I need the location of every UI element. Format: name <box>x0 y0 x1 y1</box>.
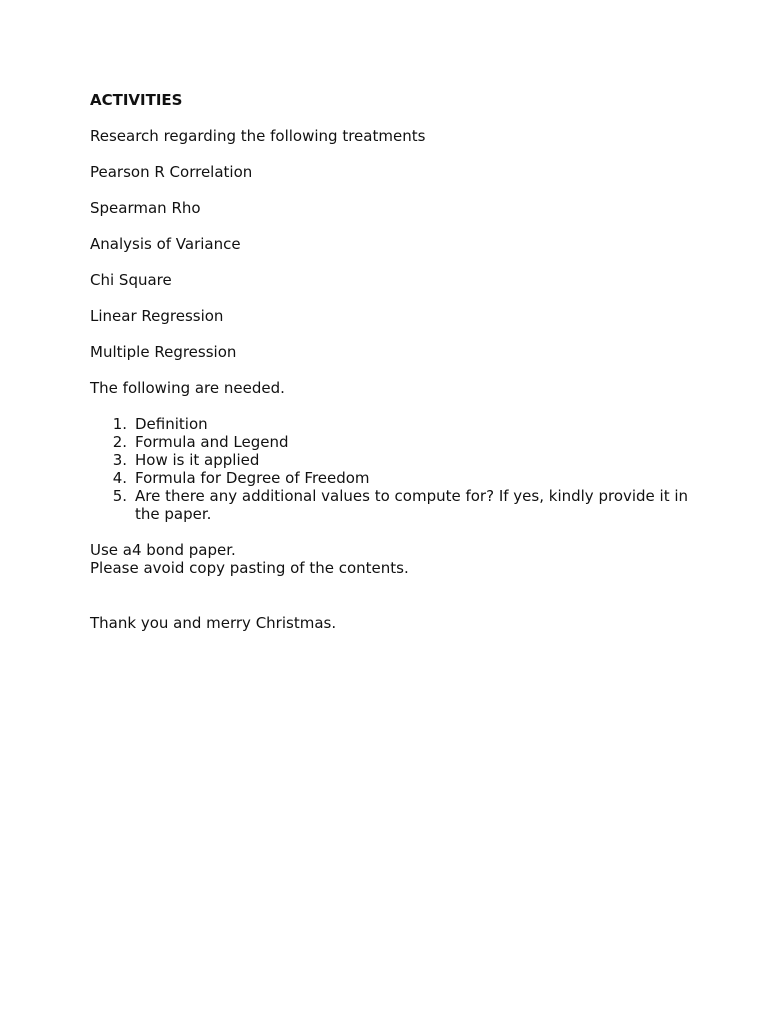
treatment-spearman: Spearman Rho <box>90 199 201 217</box>
list-item-text: Formula and Legend <box>135 433 289 451</box>
needs-list <box>90 415 690 523</box>
list-item-text: Are there any additional values to compute for? If yes, kindly provide it in the paper. <box>135 487 689 523</box>
list-item-text: Formula for Degree of Freedom <box>135 469 370 487</box>
treatment-chi-square: Chi Square <box>90 271 172 289</box>
list-item-text: How is it applied <box>135 451 260 469</box>
closing-text: Thank you and merry Christmas. <box>90 614 337 632</box>
list-item-number: 4. <box>112 469 127 487</box>
list-item-number: 1. <box>112 415 127 433</box>
needed-intro-text: The following are needed. <box>90 379 285 397</box>
list-item-text: Definition <box>135 415 208 433</box>
list-item <box>90 415 690 433</box>
instruction-paper: Use a4 bond paper. <box>90 541 236 559</box>
instruction-no-copy: Please avoid copy pasting of the contents. <box>90 559 409 577</box>
list-item <box>90 451 690 469</box>
treatment-linear-regression: Linear Regression <box>90 307 224 325</box>
list-item-number: 2. <box>112 433 127 451</box>
list-item <box>90 469 690 487</box>
treatment-anova: Analysis of Variance <box>90 235 241 253</box>
list-item-number: 3. <box>112 451 127 469</box>
treatment-pearson: Pearson R Correlation <box>90 163 253 181</box>
treatment-multiple-regression: Multiple Regression <box>90 343 237 361</box>
list-item-number: 5. <box>112 487 127 505</box>
list-item <box>90 433 690 451</box>
document-page <box>90 91 690 632</box>
page-title: ACTIVITIES <box>90 91 183 109</box>
intro-text: Research regarding the following treatments <box>90 127 426 145</box>
list-item <box>90 487 690 523</box>
